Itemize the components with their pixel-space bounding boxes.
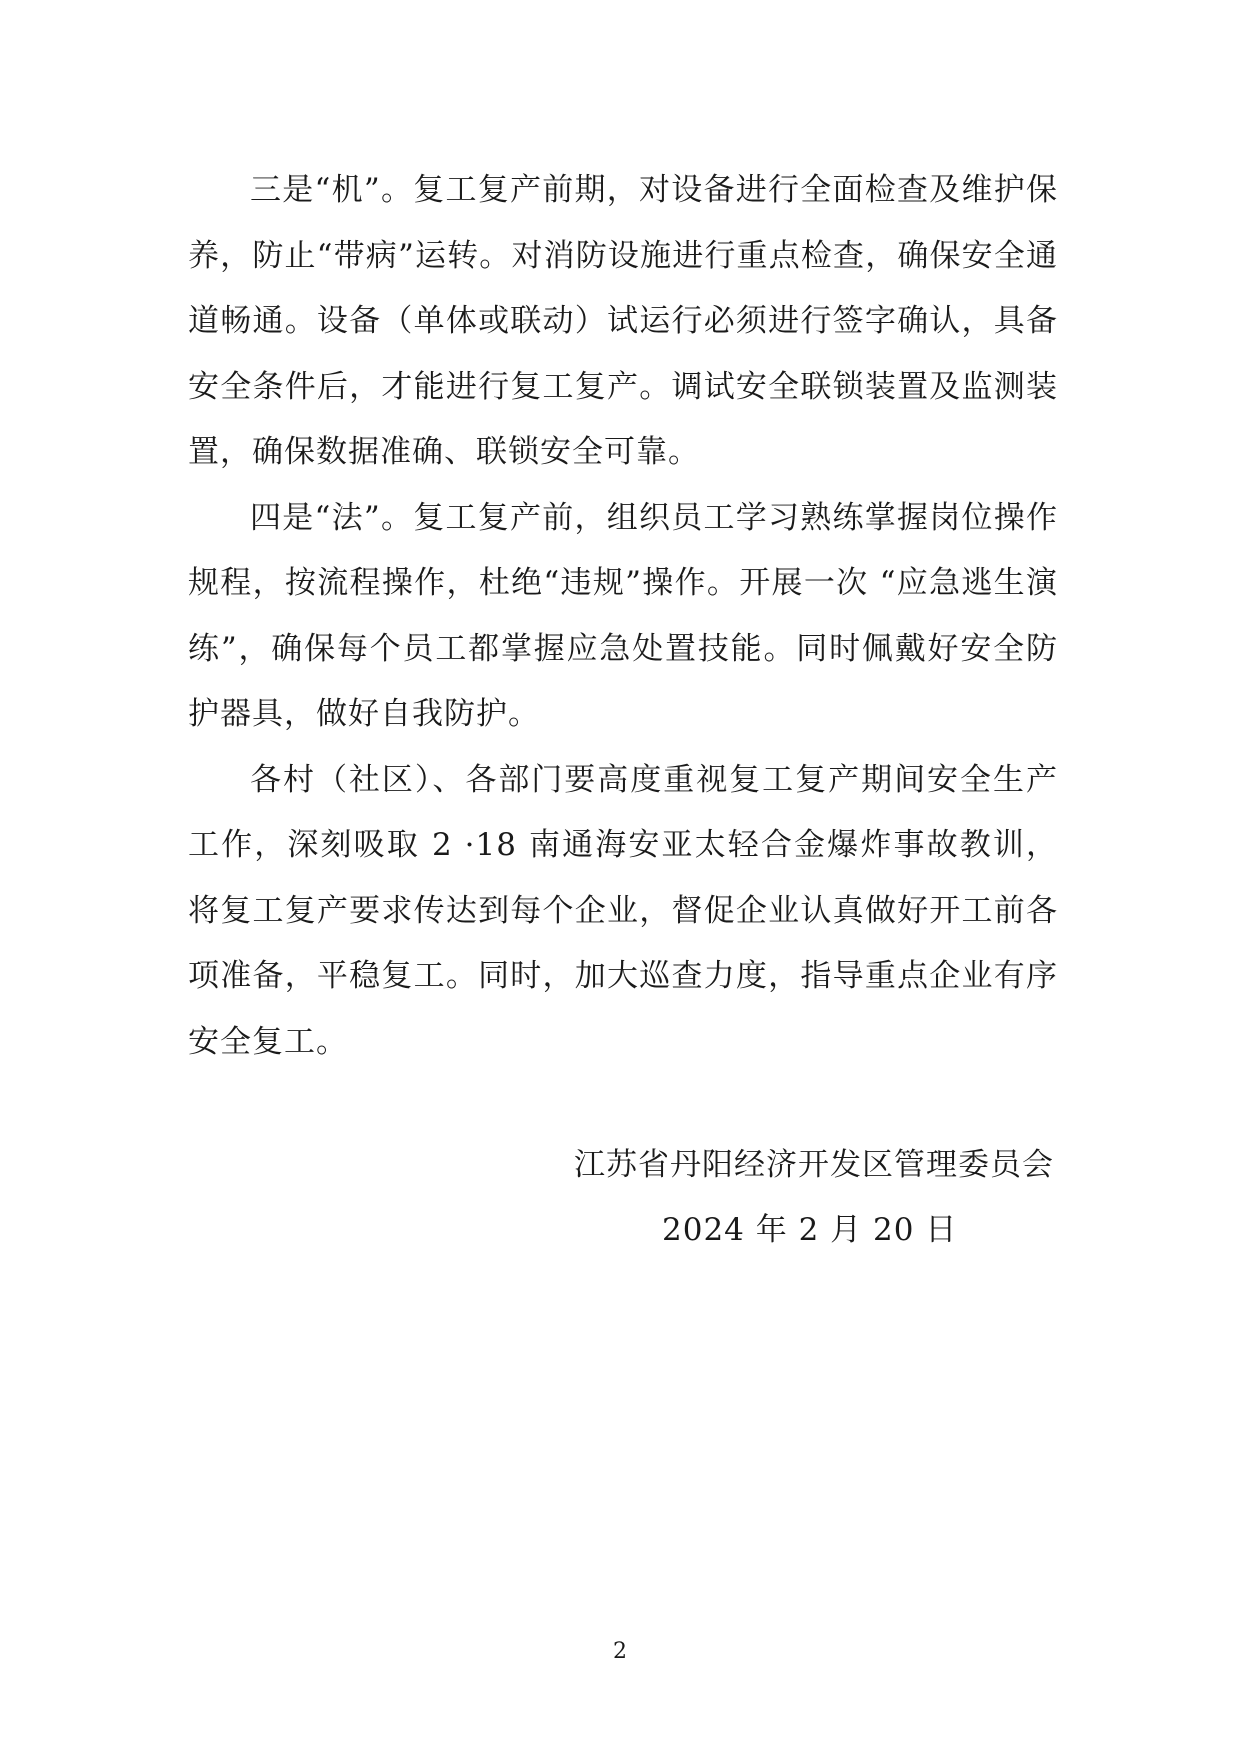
document-body	[188, 158, 1058, 1075]
paragraph-machine: 三是“机”。复工复产前期，对设备进行全面检查及维护保养，防止“带病”运转。对消防设施进行重点检查，确保安全通道畅通。设备（单体或联动）试运行必须进行签字确认，具备安全条件后，才能进行复工复产。调试安全联锁装置及监测装置，确保数据准确、联锁安全可靠。	[188, 172, 1058, 470]
paragraph-method: 四是“法”。复工复产前，组织员工学习熟练掌握岗位操作规程，按流程操作，杜绝“违规”操作。开展一次 “应急逃生演练”，确保每个员工都掌握应急处置技能。同时佩戴好安全防护器具，做好自我防护。	[188, 499, 1058, 732]
signature-organization: 江苏省丹阳经济开发区管理委员会	[574, 1147, 1054, 1183]
page-number: 2	[613, 1639, 627, 1664]
paragraph-requirements: 各村（社区）、各部门要高度重视复工复产期间安全生产工作，深刻吸取 2 ·18 南通海安亚太轻合金爆炸事故教训，将复工复产要求传达到每个企业，督促企业认真做好开工前各项准备，平稳复工。同时，加大巡查力度，指导重点企业有序安全复工。	[188, 761, 1058, 1060]
signature-date: 2024 年 2 月 20 日	[662, 1212, 958, 1248]
